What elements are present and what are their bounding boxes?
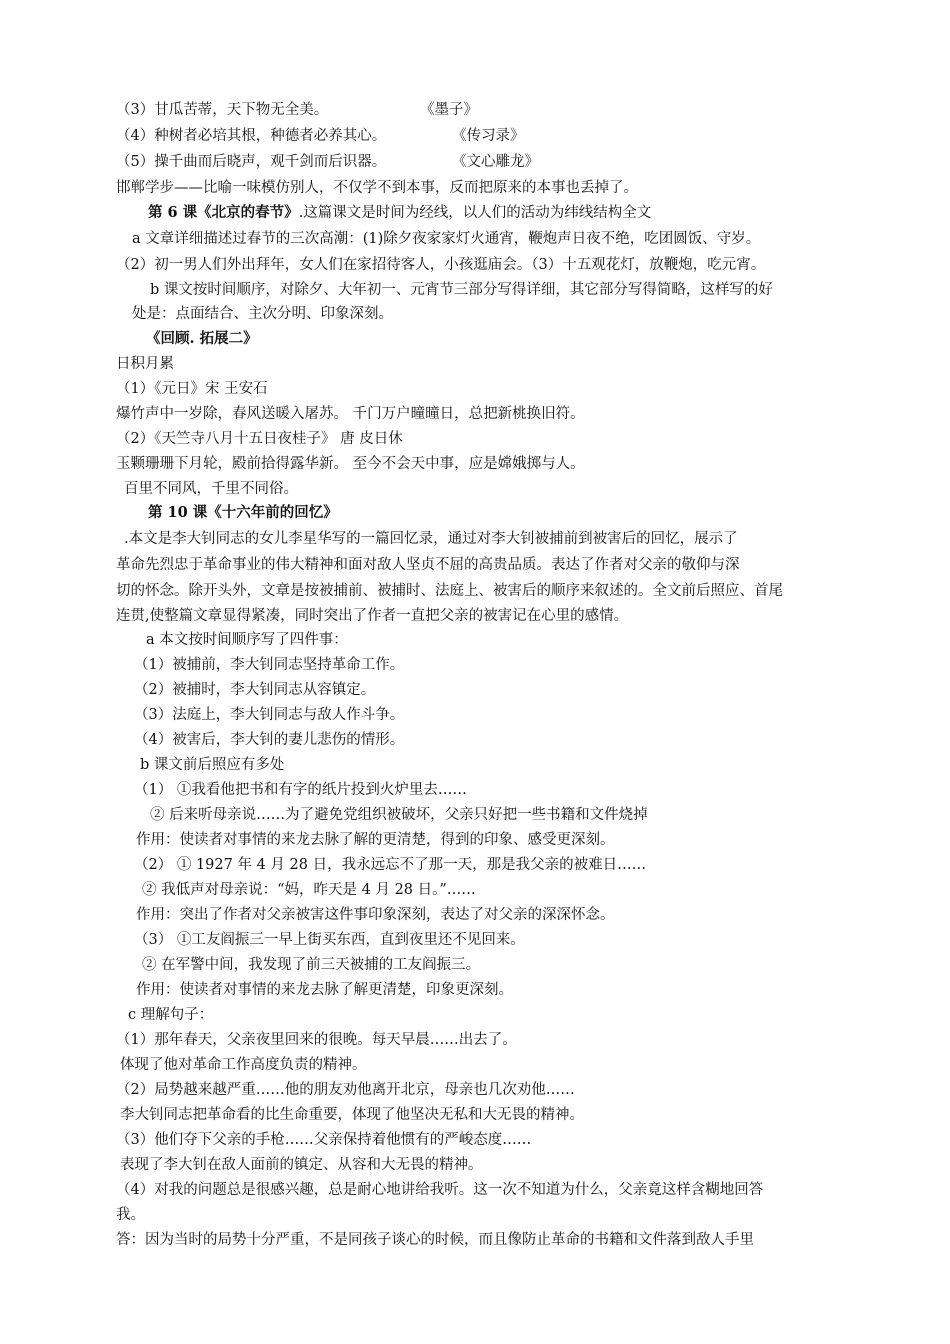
text-line: 表现了李大钊在敌人面前的镇定、从容和大无畏的精神。 (120, 1157, 483, 1173)
text-line: .本文是李大钊同志的女儿李星华写的一篇回忆录，通过对李大钊被捕前到被害后的回忆，展示了 (124, 531, 738, 547)
text-line: 我。 (116, 1207, 145, 1223)
text-line: （4）对我的问题总是很感兴趣，总是耐心地讲给我听。这一次不知道为什么，父亲竟这样含糊地回答 (116, 1182, 764, 1198)
lesson-6-intro: .这篇课文是时间为经线，以人们的活动为纬线结构全文 (298, 205, 652, 221)
text-line: （2） ① 1927 年 4 月 28 日，我永远忘不了那一天，那是我父亲的被难日…… (134, 857, 647, 873)
proverb-3: （3）甘瓜苦蒂，天下物无全美。 (116, 102, 329, 118)
text-line: （3）他们夺下父亲的手枪……父亲保持着他惯有的严峻态度…… (116, 1132, 532, 1148)
text-line: 革命先烈忠于革命事业的伟大精神和面对敌人坚贞不屈的高贵品质。表达了作者对父亲的敬仰与深 (116, 557, 740, 573)
section-label: 日积月累 (116, 356, 174, 372)
poem-title-2: （2）《天竺寺八月十五日夜桂子》 唐 皮日休 (116, 431, 403, 447)
text-line: b 课文按时间顺序，对除夕、大年初一、元宵节三部分写得详细，其它部分写得简略，这样写的好 (150, 282, 773, 298)
lesson-10-title: 第 10 课《十六年前的回忆》 (148, 504, 338, 521)
text-line: a 本文按时间顺序写了四件事： (146, 632, 348, 648)
text-line: 切的怀念。除开头外，文章是按被捕前、被捕时、法庭上、被害后的顺序来叙述的。全文前后照应、首尾 (116, 583, 783, 599)
poem-text-2: 玉颗珊珊下月轮，殿前拾得露华新。 至今不会天中事，应是嫦娥掷与人。 (116, 456, 585, 472)
idiom-line: 邯郸学步——比喻一味模仿别人，不仅学不到本事，反而把原来的本事也丢掉了。 (116, 180, 638, 196)
lesson-6-heading (148, 203, 651, 223)
text-line: 连贯,使整篇文章显得紧凑，同时突出了作者一直把父亲的被害记在心里的感情。 (116, 608, 629, 624)
text-line: 作用：突出了作者对父亲被害这件事印象深刻，表达了对父亲的深深怀念。 (136, 907, 615, 923)
text-line: （2）局势越来越严重……他的朋友劝他离开北京，母亲也几次劝他…… (116, 1082, 575, 1098)
text-line: 作用：使读者对事情的来龙去脉了解的更清楚，得到的印象、感受更深刻。 (136, 832, 615, 848)
proverb-4: （4）种树者必培其根，种德者必养其心。 (116, 128, 387, 144)
source-wenxindiaolong: 《文心雕龙》 (452, 154, 539, 170)
proverb-5: （5）操千曲而后晓声，观千剑而后识器。 (116, 154, 387, 170)
text-line: c 理解句子： (128, 1007, 214, 1023)
review-heading: 《回顾. 拓展二》 (146, 330, 258, 347)
list-item: （4）被害后，李大钊的妻儿悲伤的情形。 (134, 732, 405, 748)
proverb-line: 百里不同风，千里不同俗。 (124, 481, 298, 497)
text-line: b 课文前后照应有多处 (140, 757, 285, 773)
source-mozi: 《墨子》 (420, 102, 478, 118)
text-line: 体现了他对革命工作高度负责的精神。 (120, 1057, 367, 1073)
text-line: 答：因为当时的局势十分严重，不是同孩子谈心的时候，而且像防止革命的书籍和文件落到敌人手里 (116, 1232, 754, 1248)
text-line: 李大钊同志把革命看的比生命重要，体现了他坚决无私和大无畏的精神。 (120, 1107, 584, 1123)
text-line: （1）那年春天，父亲夜里回来的很晚。每天早晨……出去了。 (116, 1032, 517, 1048)
text-line: a 文章详细描述过春节的三次高潮：(1)除夕夜家家灯火通宵，鞭炮声日夜不绝，吃团圆饭、守岁。 (132, 231, 761, 247)
list-item: （3）法庭上，李大钊同志与敌人作斗争。 (134, 707, 405, 723)
text-line: ② 我低声对母亲说：“妈，昨天是 4 月 28 日。”…… (142, 882, 476, 898)
poem-text-1: 爆竹声中一岁除，春风送暖入屠苏。 千门万户曈曈日，总把新桃换旧符。 (116, 406, 585, 422)
text-line: 处是：点面结合、主次分明、印象深刻。 (132, 306, 393, 322)
text-line: ② 在军警中间，我发现了前三天被捕的工友阎振三。 (142, 957, 481, 973)
text-line: （2）初一男人们外出拜年，女人们在家招待客人，小孩逛庙会。（3）十五观花灯，放鞭炮，吃元宵。 (116, 257, 766, 273)
text-line: ② 后来听母亲说……为了避免党组织被破坏，父亲只好把一些书籍和文件烧掉 (150, 807, 648, 823)
poem-title-1: （1）《元日》宋 王安石 (116, 381, 268, 397)
text-line: 作用：使读者对事情的来龙去脉了解更清楚，印象更深刻。 (136, 982, 513, 998)
source-chuanxilu: 《传习录》 (452, 128, 525, 144)
list-item: （2）被捕时，李大钊同志从容镇定。 (134, 682, 376, 698)
lesson-6-title: 第 6 课《北京的春节》 (148, 204, 299, 221)
text-line: （3） ①工友阎振三一早上街买东西，直到夜里还不见回来。 (134, 932, 525, 948)
list-item: （1）被捕前，李大钊同志坚持革命工作。 (134, 657, 405, 673)
text-line: （1） ①我看他把书和有字的纸片投到火炉里去…… (134, 782, 467, 798)
